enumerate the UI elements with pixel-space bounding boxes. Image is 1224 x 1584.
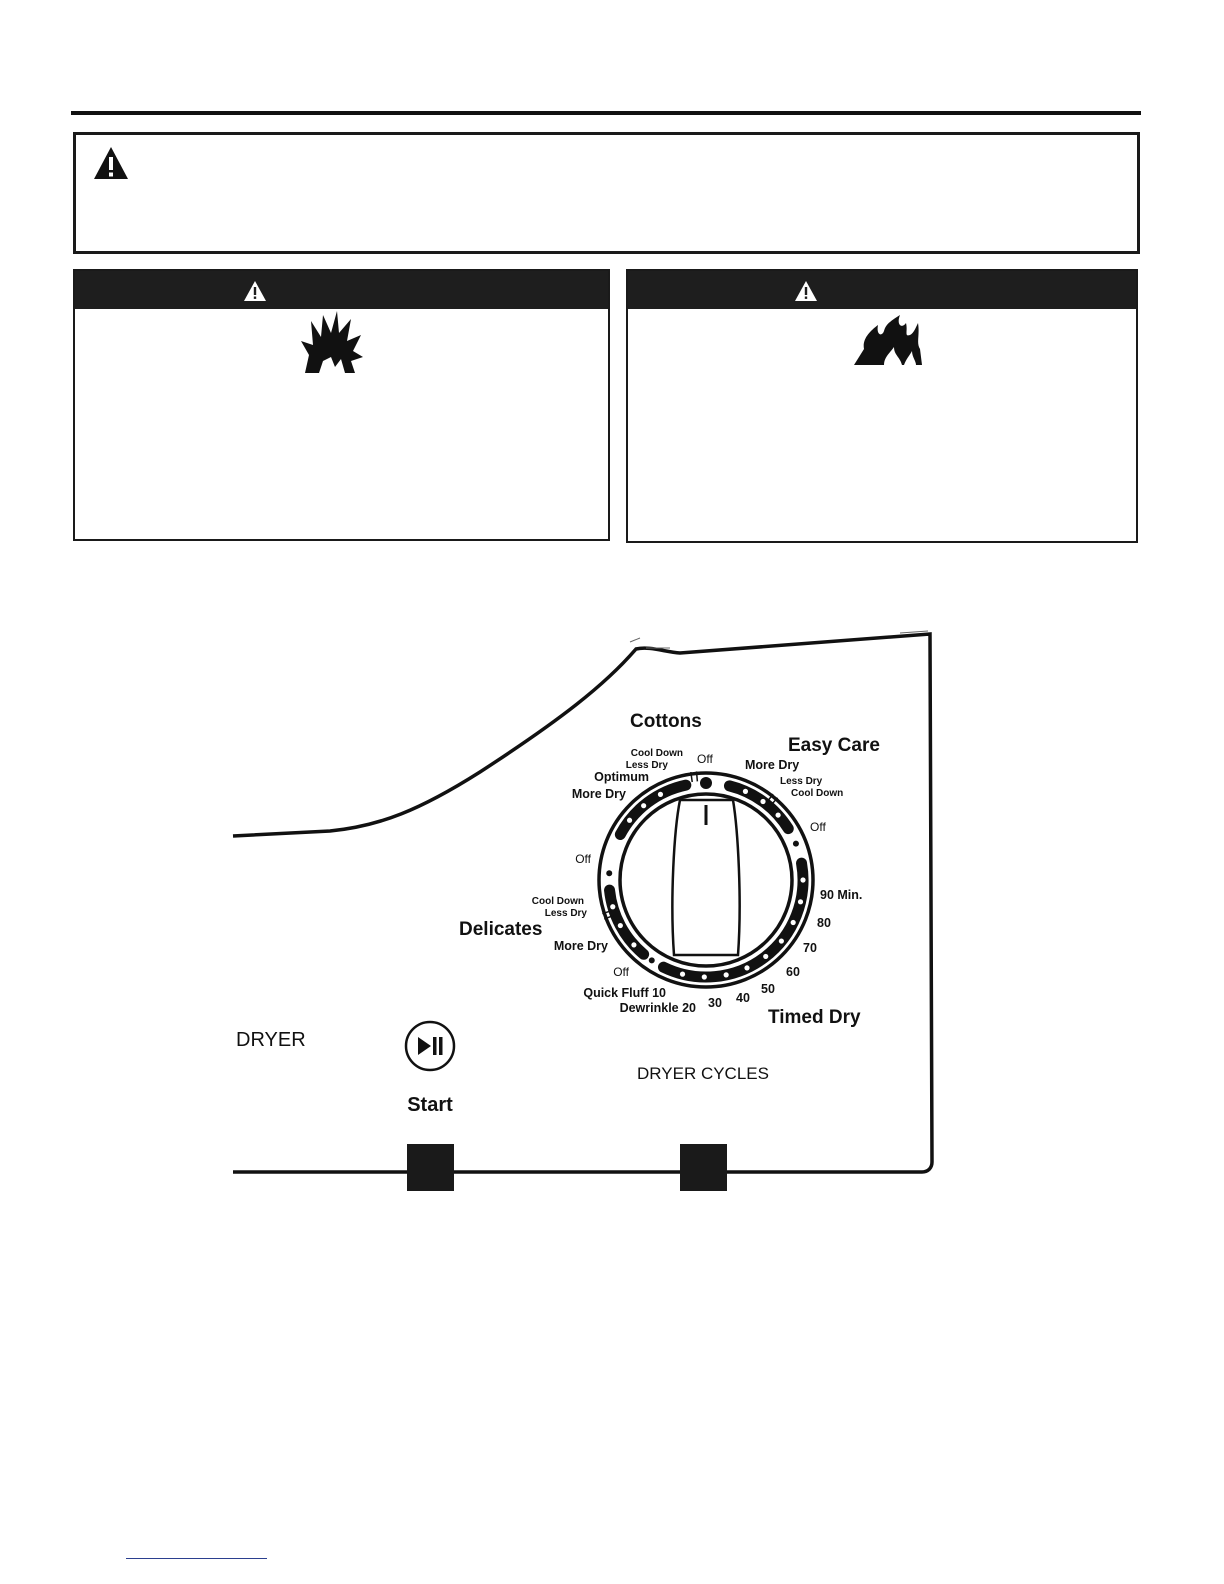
- cycle-label-easy-care: Easy Care: [788, 735, 880, 756]
- dial-setting-dot: [760, 799, 765, 804]
- setting-70-min: 70: [803, 941, 817, 955]
- dial-caption: DRYER CYCLES: [637, 1064, 769, 1083]
- dial-off-indicator: [606, 870, 612, 876]
- dial-off-indicator: [700, 777, 712, 789]
- dial-setting-dot: [627, 818, 632, 823]
- dial-setting-dot: [724, 972, 729, 977]
- setting-cottons-optimum: Optimum: [594, 770, 649, 784]
- dial-setting-dot: [618, 923, 623, 928]
- setting-cottons-cool-down: Cool Down: [630, 748, 683, 759]
- setting-60-min: 60: [786, 965, 800, 979]
- callout-marker: [680, 1144, 727, 1191]
- setting-quick-fluff: Quick Fluff 10: [583, 986, 666, 1000]
- dial-setting-dot: [631, 942, 636, 947]
- setting-delicates-more-dry: More Dry: [553, 939, 608, 953]
- dial-setting-dot: [610, 904, 615, 909]
- setting-80-min: 80: [817, 916, 831, 930]
- setting-40-min: 40: [736, 991, 750, 1005]
- cycle-label-timed-dry: Timed Dry: [768, 1007, 861, 1028]
- setting-off-top: Off: [697, 752, 713, 766]
- dial-setting-dot: [763, 954, 768, 959]
- dial-setting-dot: [658, 792, 663, 797]
- start-label: Start: [407, 1094, 453, 1116]
- setting-timed-off: Off: [613, 965, 629, 979]
- setting-cottons-less-dry: Less Dry: [625, 760, 668, 771]
- dial-setting-dot: [775, 812, 780, 817]
- footer-link-underline: [126, 1558, 267, 1559]
- start-button[interactable]: [406, 1022, 454, 1070]
- dial-setting-dot: [744, 965, 749, 970]
- setting-cottons-more-dry: More Dry: [571, 787, 626, 801]
- cycle-selector-knob[interactable]: [599, 773, 813, 987]
- setting-delicates-off: Off: [575, 852, 591, 866]
- dial-setting-dot: [791, 920, 796, 925]
- setting-dewrinkle: Dewrinkle 20: [619, 1001, 696, 1015]
- dial-off-indicator: [649, 957, 655, 963]
- dial-setting-dot: [641, 803, 646, 808]
- dryer-brand-label: DRYER: [236, 1029, 306, 1051]
- dial-setting-dot: [702, 974, 707, 979]
- dial-setting-dot: [680, 972, 685, 977]
- setting-delicates-less-dry: Less Dry: [544, 908, 587, 919]
- setting-easy-care-more-dry: More Dry: [745, 758, 800, 772]
- cycle-label-cottons: Cottons: [630, 711, 702, 732]
- dial-setting-dot: [779, 938, 784, 943]
- callout-marker: [407, 1144, 454, 1191]
- setting-easy-care-cool-down: Cool Down: [791, 788, 844, 799]
- cycle-label-delicates: Delicates: [459, 919, 543, 940]
- setting-30-min: 30: [708, 996, 722, 1010]
- setting-easy-care-less-dry: Less Dry: [780, 776, 823, 787]
- dial-setting-dot: [798, 899, 803, 904]
- setting-delicates-cool-down: Cool Down: [531, 896, 584, 907]
- dial-setting-dot: [800, 877, 805, 882]
- dial-off-indicator: [793, 841, 799, 847]
- setting-50-min: 50: [761, 982, 775, 996]
- setting-easy-care-off: Off: [810, 820, 826, 834]
- setting-90-min: 90 Min.: [820, 888, 863, 902]
- dial-setting-dot: [743, 789, 748, 794]
- dial-boundary-tick: [697, 771, 698, 781]
